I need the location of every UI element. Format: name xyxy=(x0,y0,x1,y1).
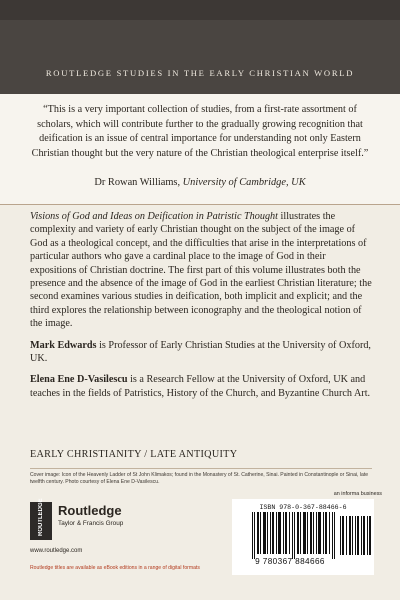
barcode-number: 9 780367 884666 xyxy=(255,557,325,566)
editor-name: Elena Ene D-Vasilescu xyxy=(30,374,128,386)
cover-image-credit: Cover image: Icon of the Heavenly Ladder of St John Klimakos; found in the Monastery of St. Catherine, Sinai. Painted in Constantinople or Sinai, late twelfth century. Photo courtesy of Elena Ene D-Vasilescu. xyxy=(30,472,369,485)
publisher-website: www.routledge.com xyxy=(30,548,83,554)
publisher-name: Routledge xyxy=(58,503,122,518)
series-title: ROUTLEDGE STUDIES IN THE EARLY CHRISTIAN WORLD xyxy=(45,68,355,78)
endorsement-affiliation: University of Cambridge, UK xyxy=(182,177,306,188)
editor-bio-text: is a Research Fellow at the University of Oxford, UK and teaches in the fields of Patristics, History of the Church, and Byzantine Church Art. xyxy=(30,374,371,399)
editor-bio xyxy=(30,373,372,400)
description-text: illustrates the complexity and variety of early Christian thought on the subject of the image of God as a theological concept, and the difficulties that arise in the interpretations of particular authors who gave a cardinal place to the image of God in their expositions of Christian doctrine. The first part of this volume illustrates both the presence and the absence of the image of God in the earliest Christian literature; the second examines various studies in deification, both implicit and explicit; and the third explores the relationship between iconography and the theological notion of the image. xyxy=(30,211,372,330)
barcode-addon-icon xyxy=(340,512,372,555)
endorsement-quote: “This is a very important collection of studies, from a first-rate assortment of scholars, which will contribute further to the gradually growing recognition that deification is an issue of central importance for understanding not only Eastern Christian thought but the very nature of the Christian theological enterprise itself.” xyxy=(31,104,369,159)
publisher-group: Taylor & Francis Group xyxy=(58,520,124,527)
ebook-note: Routledge titles are available as eBook editions in a range of digital formats xyxy=(30,565,200,571)
routledge-logo-text: ROUTLEDGE xyxy=(38,498,44,536)
description-paragraph xyxy=(30,210,372,331)
barcode-icon xyxy=(252,512,336,559)
endorsement-attribution xyxy=(20,177,380,188)
divider xyxy=(30,468,372,469)
subject-category: EARLY CHRISTIANITY / LATE ANTIQUITY xyxy=(30,449,238,460)
editor-bio xyxy=(30,339,372,366)
routledge-logo-icon xyxy=(30,498,52,540)
informa-business-label: an informa business xyxy=(333,491,382,497)
header-accent-strip xyxy=(0,0,400,20)
editor-name: Mark Edwards xyxy=(30,339,97,351)
endorsement-author: Dr Rowan Williams, xyxy=(94,177,181,188)
series-header-band xyxy=(0,0,400,94)
book-title: Visions of God and Ideas on Deification in Patristic Thought xyxy=(30,211,278,222)
editor-bio-text: is Professor of Early Christian Studies at the University of Oxford, UK. xyxy=(30,339,371,365)
isbn-label: ISBN 978-0-367-88466-6 xyxy=(259,504,347,511)
book-description xyxy=(30,210,372,408)
